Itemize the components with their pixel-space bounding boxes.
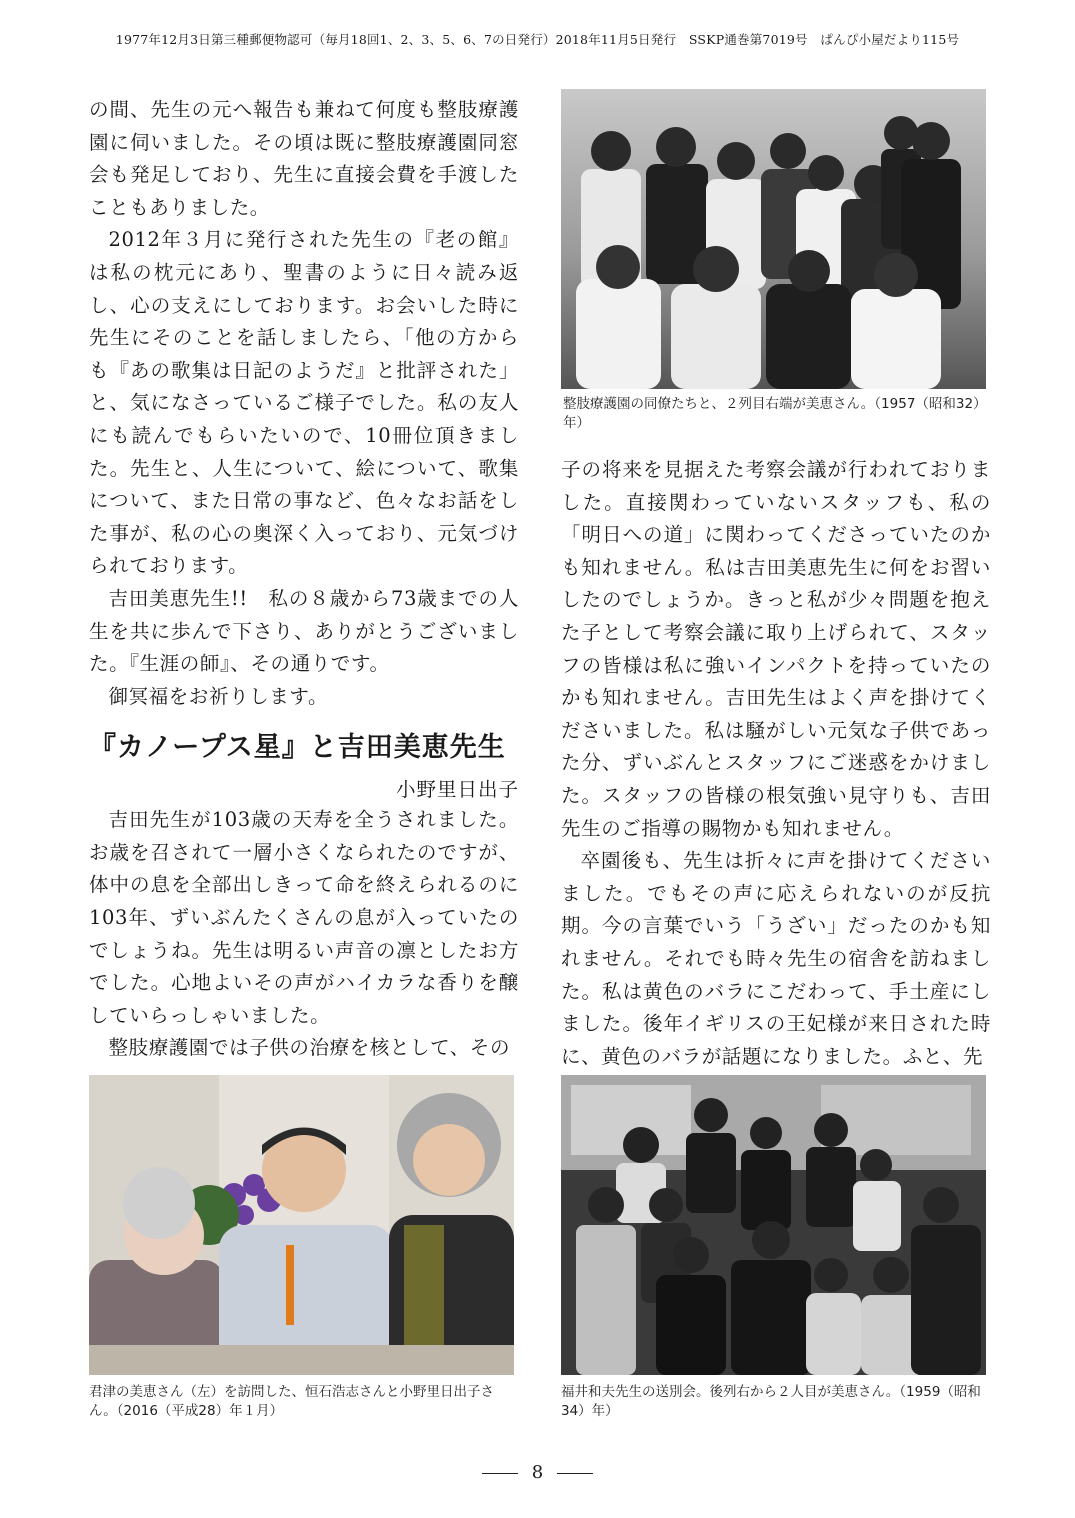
photo-caption: 君津の美恵さん（左）を訪問した、恒石浩志さんと小野里日出子さん。（2016（平成28）年１月） (89, 1384, 494, 1419)
paragraph: 整肢療護園では子供の治療を核として、その (108, 1036, 511, 1060)
paragraph: 2012年３月に発行された先生の『老の館』は私の枕元にあり、聖書のように日々読み返し、心の支えにしております。お会いした時に先生にそのことを話しましたら、「他の方からも『あの歌集は日記のようだ』と批評された」と、気になさっているご様子でした。私の友人にも読んでもらいたいので、10冊位頂きました。先生と、人生について、絵について、歌集について、また日常の事など、色々なお話をした事が、私の心の奥深く入っており、元気づけられております。 (89, 228, 519, 578)
photo-caption: 整肢療護園の同僚たちと、２列目右端が美恵さん。（1957（昭和32）年） (563, 396, 987, 431)
left-column (89, 94, 519, 1065)
photo-caption: 福井和夫先生の送別会。後列右から２人目が美恵さん。（1959（昭和34）年） (561, 1384, 981, 1419)
paragraph: 吉田先生が103歳の天寿を全うされました。お歳を召されて一層小さくなられたのですが、体中の息を全部出しきって命を終えられるのに103年、ずいぶんたくさんの息が入っていたのでしょうね。先生は明るい声音の凛としたお方でした。心地よいその声がハイカラな香りを醸していらっしゃいました。 (89, 808, 519, 1027)
photo-staff-group-1957-image (561, 89, 986, 389)
page-number-text: 8 (531, 1462, 544, 1483)
photo-visit-2016-image (89, 1075, 514, 1375)
article-title: 『カノープス星』と吉田美恵先生 (89, 732, 506, 764)
article-author: 小野里日出子 (395, 778, 519, 802)
photo-visit-2016 (89, 1075, 514, 1375)
photo-staff-group-1957 (561, 89, 986, 389)
right-column (561, 454, 991, 1073)
paragraph: の間、先生の元へ報告も兼ねて何度も整肢療護園に伺いました。その頃は既に整肢療護園同窓会も発足しており、先生に直接会費を手渡したこともありました。 (89, 98, 519, 219)
page-header: 1977年12月3日第三種郵便物認可（毎月18回1、2、3、5、6、7の日発行）2018年11月5日発行 SSKP通巻第7019号 ぱんぴ小屋だより115号 (115, 32, 960, 47)
paragraph: 御冥福をお祈りします。 (108, 684, 329, 708)
divider (482, 1473, 518, 1474)
photo-farewell-1959 (561, 1075, 986, 1375)
paragraph: 子の将来を見据えた考察会議が行われておりました。直接関わっていないスタッフも、私の「明日への道」に関わってくださっていたのかも知れません。私は吉田美恵先生に何をお習いしたのでしょうか。きっと私が少々問題を抱えた子として考察会議に取り上げられて、スタッフの皆様は私に強いインパクトを持っていたのかも知れません。吉田先生はよく声を掛けてくださいました。私は騒がしい元気な子供であった分、ずいぶんとスタッフにご迷惑をかけました。スタッフの皆様の根気強い見守りも、吉田先生のご指導の賜物かも知れません。 (561, 458, 991, 840)
paragraph: 吉田美恵先生!! 私の８歳から73歳までの人生を共に歩んで下さり、ありがとうございました。『生涯の師』、その通りです。 (89, 586, 519, 676)
photo-farewell-1959-image (561, 1075, 986, 1375)
divider (557, 1473, 593, 1474)
paragraph: 卒園後も、先生は折々に声を掛けてくださいました。でもその声に応えられないのが反抗期。今の言葉でいう「うざい」だったのかも知れません。それでも時々先生の宿舎を訪ねました。私は黄色のバラにこだわって、手土産にしました。後年イギリスの王妃様が来日された時に、黄色のバラが話題になりました。ふと、先 (561, 849, 991, 1068)
page-number (0, 1462, 1075, 1483)
